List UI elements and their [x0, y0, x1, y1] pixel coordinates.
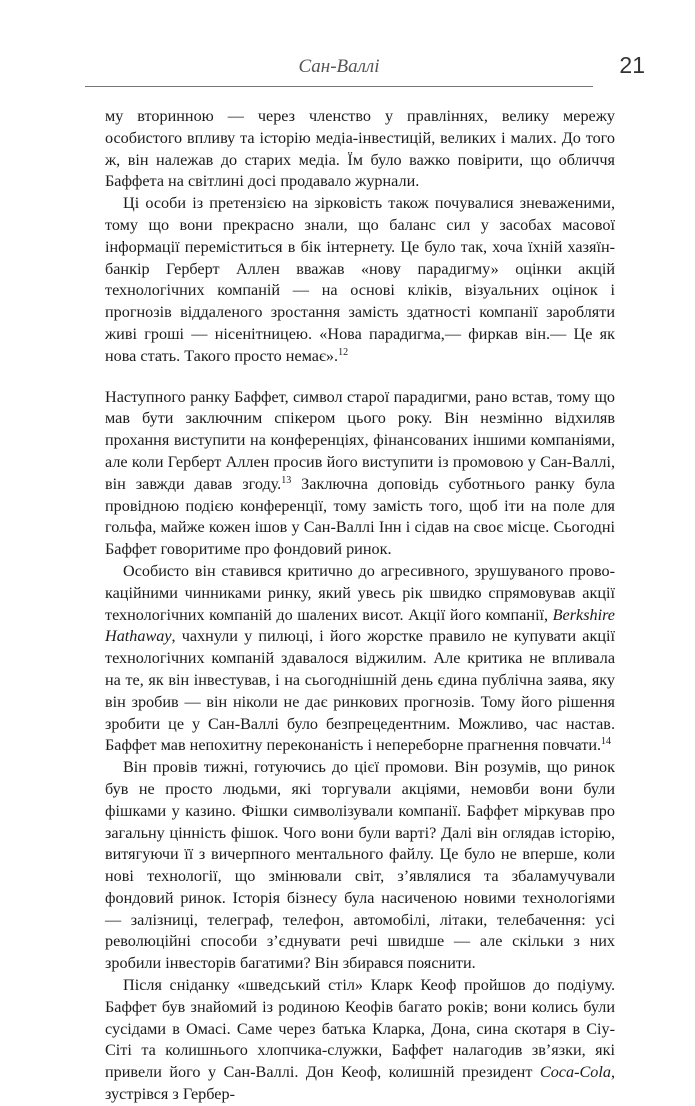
- italic-run: Coca-Cola: [539, 1063, 611, 1082]
- text-run: му вторинною — через членство у правліннях, велику мережу особистого впливу та історію медіа-інвестицій, великих і малих. До того ж, він належав до старих медіа. Їм було важко повірити, що обличчя Баффета на світлині досі продавало журнали.: [105, 107, 615, 191]
- text-run: Після сніданку «шведський стіл» Кларк Кеоф пройшов до подіуму. Баффет був знайомий із родиною Кеофів багато років; вони колись були сусідами в Омасі. Саме через батька Кларка, Дона, сина скотаря в Сіу-Сіті та колишнього хлопчика-служки, Баффет налагодив зв’язки, які привели його у Сан-Валлі. Дон Кеоф, колишній президент: [105, 976, 615, 1082]
- italic-run: Berkshire Hathaway: [105, 605, 615, 646]
- paragraph: [105, 757, 615, 975]
- text-run: Особисто він ставився критично до агресивного, зрушуваного провокаційними чинниками ринку, який увесь рік швидко спрямовував акції технологічних компаній до шалених висот. Акції його компанії,: [105, 561, 615, 624]
- running-head: Сан-Валлі: [298, 56, 380, 77]
- footnote-marker: 13: [281, 474, 292, 486]
- text-run: , чахнули у пилюці, і його жорстке правило не купувати акції технологічних компаній здавалося віджилим. Але критика не впливала на те, як він інвестував, і на сьогоднішній день єдина публічна заява, яку він зробив — він ніколи не дає ринкових прогнозів. Тому його рішення зробити це у Сан-Валлі було безпрецедентним. Можливо, час настав. Баффет мав непохитну переконаність і непереборне прагнення повчати.: [105, 627, 615, 755]
- text-run: Заключна доповідь суботнього ранку була провідною подією конференції, тому замість того, щоб іти на поле для гольфа, майже кожен ішов у Сан-Валлі Інн і сідав на своє місце. Сьогодні Баффет говоритиме про фондовий ринок.: [105, 474, 615, 559]
- paragraph: [105, 975, 615, 1106]
- text-run: , зустрівся з Гербер-: [105, 1063, 615, 1104]
- paragraph: [105, 193, 615, 367]
- header-rule: [85, 86, 593, 87]
- page-header: [85, 50, 645, 100]
- paragraph: [105, 387, 615, 561]
- page-number: 21: [619, 52, 645, 78]
- text-run: Наступного ранку Баффет, символ старої парадигми, рано встав, тому що мав бути заключним спікером цього року. Він незмінно відхиляв прохання виступити на конференціях, фінансованих іншими компаніями, але коли Герберт Аллен просив його виступити із промовою у Сан-Валлі, він завжди давав згоду.: [105, 387, 615, 493]
- body-text: [105, 106, 615, 1106]
- paragraph: [105, 561, 615, 757]
- footnote-marker: 14: [601, 736, 612, 748]
- text-run: Ці особи із претензією на зірковість також почувалися зневаженими, тому що вони прекрасно знали, що баланс сил у засобах масової інформації переміститься в бік інтернету. Це було так, хоча їхній хазяїн-банкір Герберт Аллен вважав «нову парадигму» оцінки акцій технологічних компаній — на основі кліків, візуальних оцінок і прогнозів віддаленого зростання замість здатності компанії заробляти живі гроші — нісенітницею. «Нова парадигма,— фиркав він.— Це як нова стать. Такого просто немає».: [105, 194, 615, 365]
- paragraph: [105, 106, 615, 193]
- footnote-marker: 12: [338, 346, 349, 358]
- text-run: Він провів тижні, готуючись до цієї промови. Він розумів, що ринок був не просто людьми, які торгували акціями, немовби вони були фішками у казино. Фішки символізували компанії. Баффет міркував про загальну цінність фішок. Чого вони були варті? Далі він оглядав історію, витягуючи її з вичерпного ментального файлу. Це було не вперше, коли нові технології, що змінювали світ, з’являлися та збаламучували фондовий ринок. Історія бізнесу була насиченою новими технологіями — залізниці, телеграф, телефон, автомобілі, літаки, телебачення: усі революційні способи з’єднувати речі швидше — але скільки з них зробили інвесторів багатими? Він збирався пояснити.: [105, 758, 615, 973]
